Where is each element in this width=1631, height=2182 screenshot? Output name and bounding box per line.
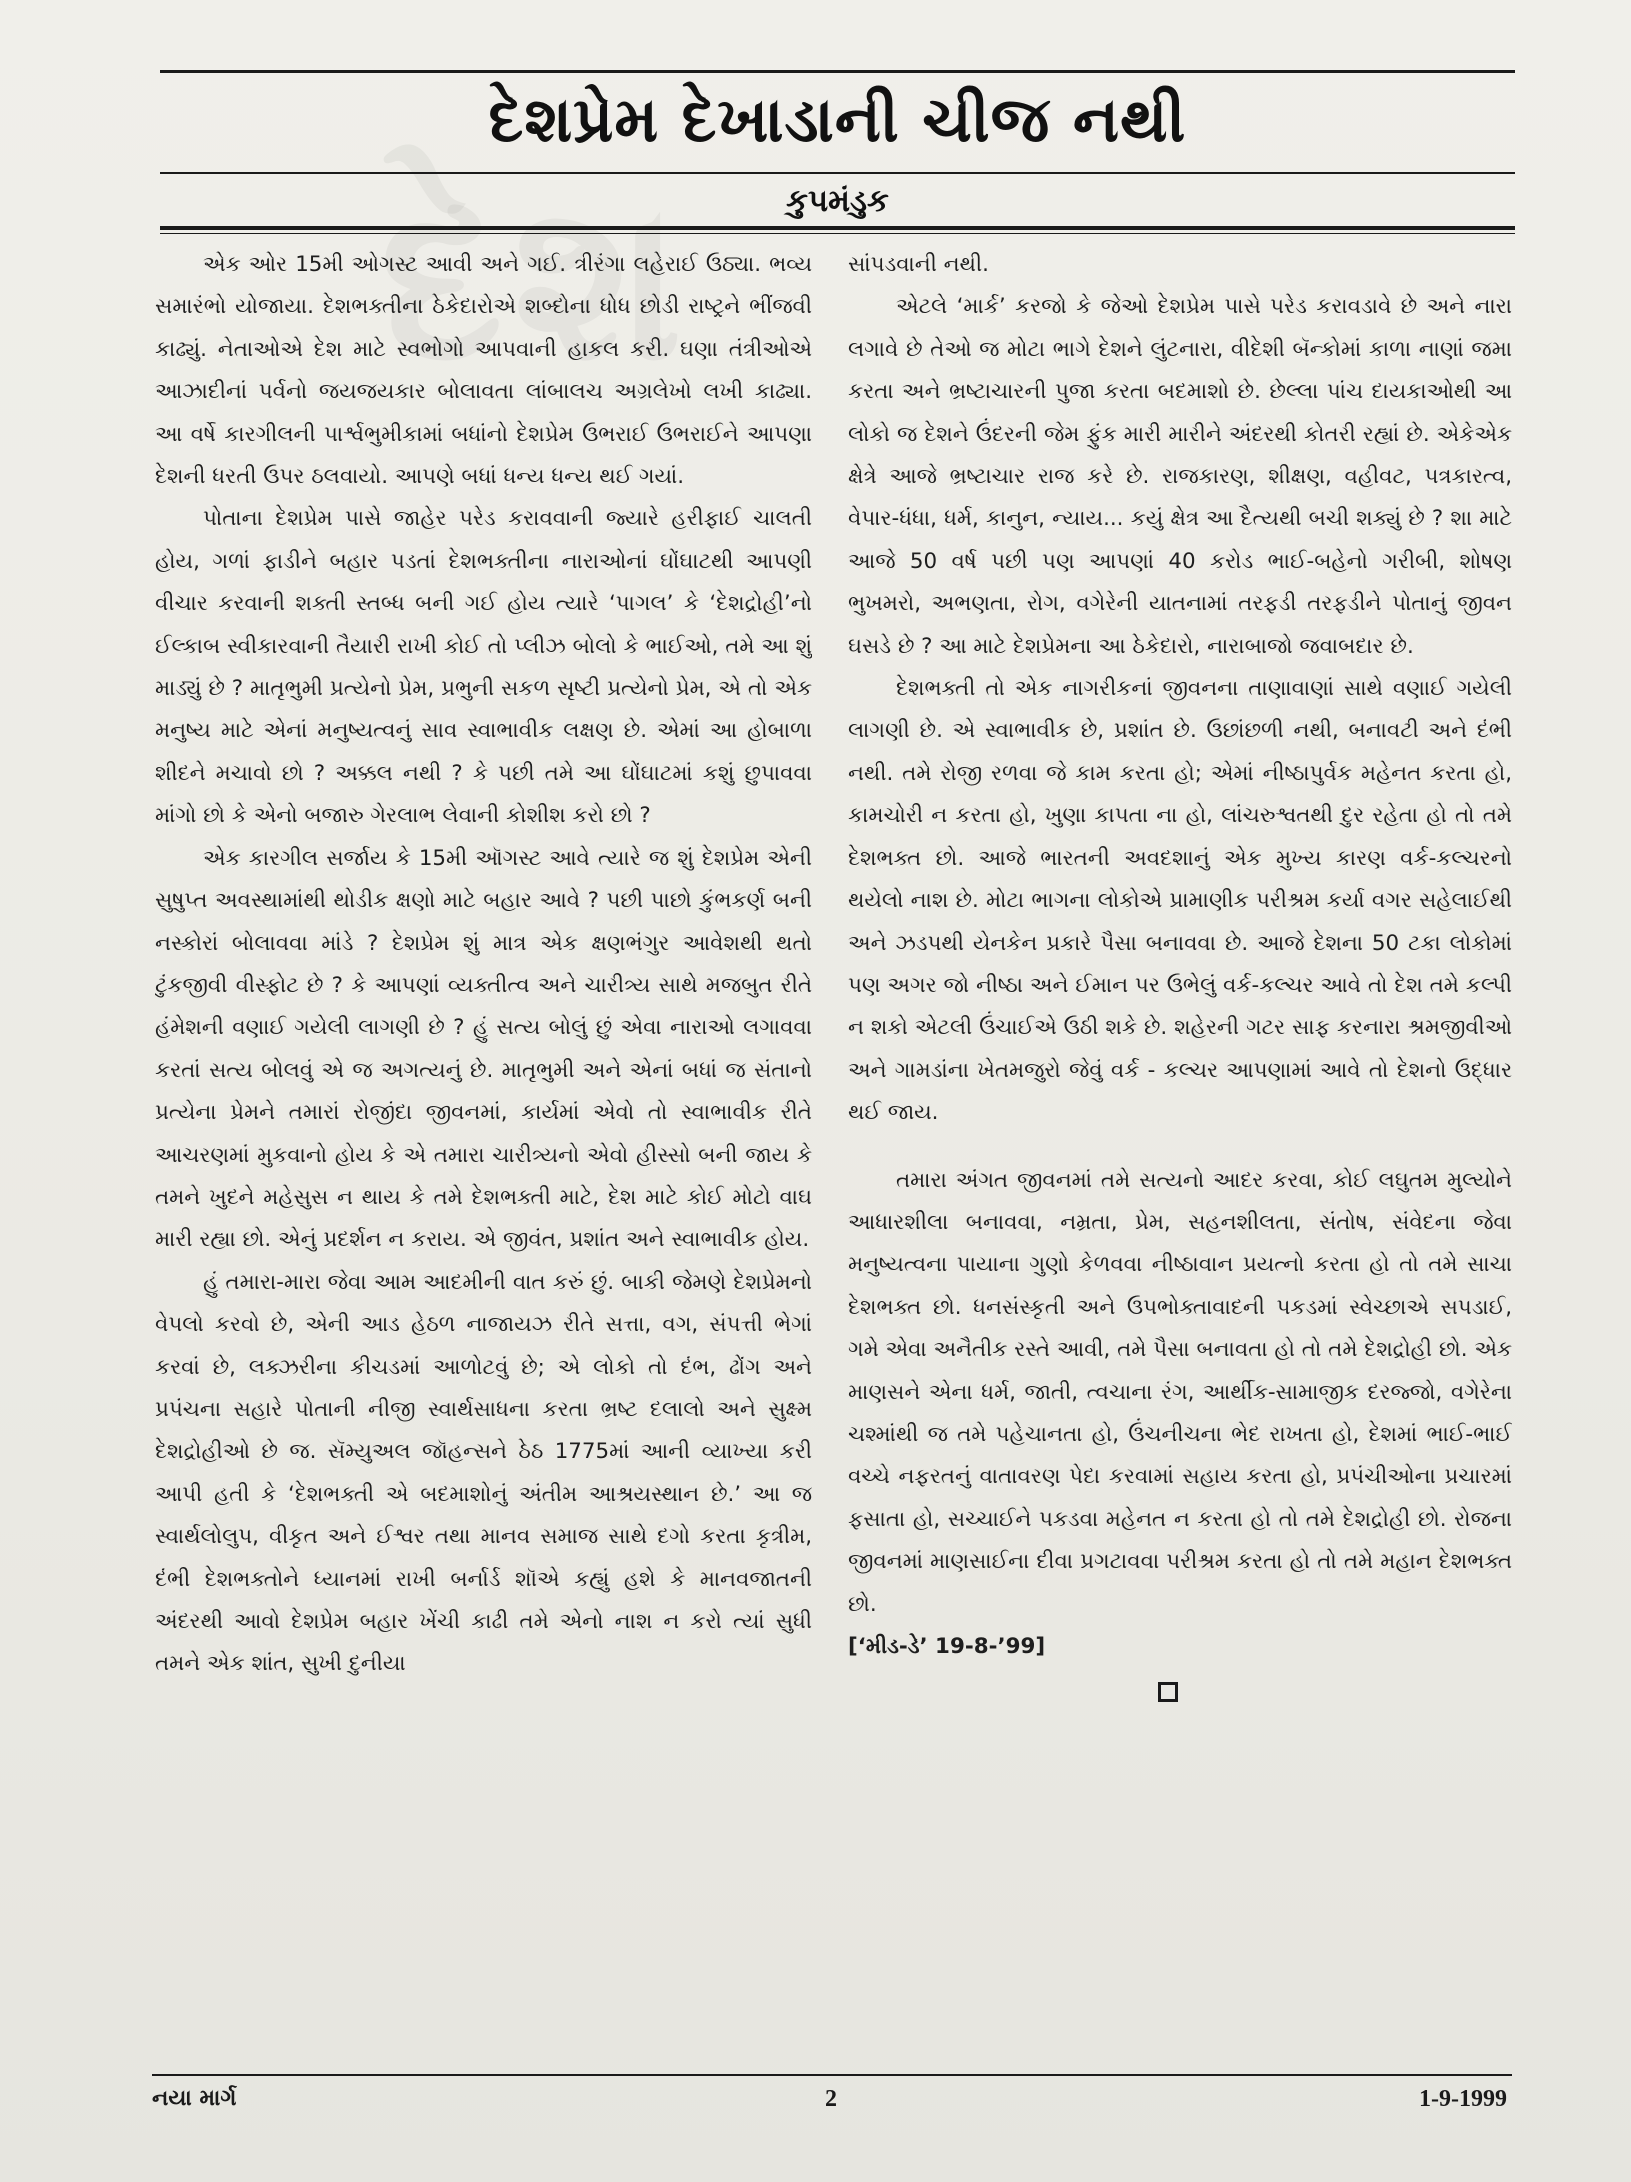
- byline-rule-thin: [160, 233, 1515, 234]
- title-rule: [160, 172, 1515, 174]
- paragraph: પોતાના દેશપ્રેમ પાસે જાહેર પરેડ કરાવવાની જ્યારે હરીફાઈ ચાલતી હોય, ગળાં ફાડીને બહાર પડતાં દેશભક્તીના નારાઓનાં ઘોંઘાટથી આપણી વીચાર કરવાની શક્તી સ્તબ્ધ બની ગઈ હોય ત્યારે ‘પાગલ’ કે ‘દેશદ્રોહી’નો ઈલ્કાબ સ્વીકારવાની તૈયારી રાખી કોઈ તો પ્લીઝ બોલો કે ભાઈઓ, તમે આ શું માડ્યું છે ? માતૃભુમી પ્રત્યેનો પ્રેમ, પ્રભુની સકળ સૃષ્ટી પ્રત્યેનો પ્રેમ, એ તો એક મનુષ્ય માટે એનાં મનુષ્યત્વનું સાવ સ્વાભાવીક લક્ષણ છે. એમાં આ હોબાળા શીદને મચાવો છો ? અક્કલ નથી ? કે પછી તમે આ ઘોંઘાટમાં કશું છુપાવવા માંગો છો કે એનો બજારુ ગેરલાભ લેવાની કોશીશ કરો છો ?: [155, 506, 812, 829]
- paragraph: દેશભક્તી તો એક નાગરીકનાં જીવનના તાણાવાણાં સાથે વણાઈ ગયેલી લાગણી છે. એ સ્વાભાવીક છે, પ્રશાંત છે. ઉછાંછળી નથી, બનાવટી અને દંભી નથી. તમે રોજી રળવા જે કામ કરતા હો; એમાં નીષ્ઠાપુર્વક મહેનત કરતા હો, કામચોરી ન કરતા હો, ખુણા કાપતા ના હો, લાંચરુશ્વતથી દુર રહેતા હો તો તમે દેશભક્ત છો. આજે ભારતની અવદશાનું એક મુખ્ય કારણ વર્ક-કલ્ચરનો થયેલો નાશ છે. મોટા ભાગના લોકોએ પ્રામાણીક પરીશ્રમ કર્યા વગર સહેલાઈથી અને ઝડપથી યેનકેન પ્રકારે પૈસા બનાવવા છે. આજે દેશના 50 ટકા લોકોમાં પણ અગર જો નીષ્ઠા અને ઈમાન પર ઉભેલું વર્ક-કલ્ચર આવે તો દેશ તમે કલ્પી ન શકો એટલી ઉંચાઈએ ઉઠી શકે છે. શહેરની ગટર સાફ કરનારા શ્રમજીવીઓ અને ગામડાંના ખેતમજુરો જેવું વર્ક - કલ્ચર આપણામાં આવે તો દેશનો ઉદ્ધાર થઈ જાય.: [848, 676, 1512, 1126]
- paragraph: એક ઓર 15મી ઓગસ્ટ આવી અને ગઈ. ત્રીરંગા લહેરાઈ ઉઠ્યા. ભવ્ય સમારંભો યોજાયા. દેશભક્તીના ઠેકેદારોએ શબ્દોના ધોધ છોડી રાષ્ટ્રને ભીંજવી કાઢ્યું. નેતાઓએ દેશ માટે સ્વભોગો આપવાની હાકલ કરી. ઘણા તંત્રીઓએ આઝાદીનાં પર્વનો જયજયકાર બોલાવતા લાંબાલચ અગ્રલેખો લખી કાઢ્યા. આ વર્ષે કારગીલની પાર્શ્વભુમીકામાં બધાંનો દેશપ્રેમ ઉભરાઈ ઉભરાઈને આપણા દેશની ધરતી ઉપર ઠલવાયો. આપણે બધાં ધન્ય ધન્ય થઈ ગયાં.: [155, 252, 812, 490]
- article-column-left: [155, 244, 812, 2024]
- paragraph: એક કારગીલ સર્જાય કે 15મી ઑગસ્ટ આવે ત્યારે જ શું દેશપ્રેમ એની સુષુપ્ત અવસ્થામાંથી થોડીક ક્ષણો માટે બહાર આવે ? પછી પાછો કુંભકર્ણ બની નસ્કોરાં બોલાવવા માંડે ? દેશપ્રેમ શું માત્ર એક ક્ષણભંગુર આવેશથી થતો ટુંકજીવી વીસ્ફોટ છે ? કે આપણાં વ્યક્તીત્વ અને ચારીત્ર્ય સાથે મજબુત રીતે હંમેશની વણાઈ ગયેલી લાગણી છે ? હું સત્ય બોલું છું એવા નારાઓ લગાવવા કરતાં સત્ય બોલવું એ જ અગત્યનું છે. માતૃભુમી અને એનાં બધાં જ સંતાનો પ્રત્યેના પ્રેમને તમારાં રોજીંદા જીવનમાં, કાર્યમાં એવો તો સ્વાભાવીક રીતે આચરણમાં મુકવાનો હોય કે એ તમારા ચારીત્ર્યનો એવો હીસ્સો બની જાય કે તમને ખુદને મહેસુસ ન થાય કે તમે દેશભક્તી માટે, દેશ માટે કોઈ મોટો વાઘ મારી રહ્યા છો. એનું પ્રદર્શન ન કરાય. એ જીવંત, પ્રશાંત અને સ્વાભાવીક હોય.: [155, 845, 812, 1253]
- article-column-right: [848, 244, 1512, 2024]
- author-byline: કુપમંડુક: [786, 183, 889, 219]
- byline-rule-thick: [160, 226, 1515, 230]
- paragraph: એટલે ‘માર્ક’ કરજો કે જેઓ દેશપ્રેમ પાસે પરેડ કરાવડાવે છે અને નારા લગાવે છે તેઓ જ મોટા ભાગે દેશને લુંટનારા, વીદેશી બૅન્કોમાં કાળા નાણાં જમા કરતા અને ભ્રષ્ટાચારની પુજા કરતા બદમાશો છે. છેલ્લા પાંચ દાયકાઓથી આ લોકો જ દેશને ઉંદરની જેમ ફુંક મારી મારીને અંદરથી કોતરી રહ્યાં છે. એકેએક ક્ષેત્રે આજે ભ્રષ્ટાચાર રાજ કરે છે. રાજકારણ, શીક્ષણ, વહીવટ, પત્રકારત્વ, વેપાર-ધંધા, ધર્મ, કાનુન, ન્યાય... કયું ક્ષેત્ર આ દૈત્યથી બચી શક્યું છે ? શા માટે આજે 50 વર્ષ પછી પણ આપણાં 40 કરોડ ભાઈ-બહેનો ગરીબી, શોષણ ભુખમરો, અભણતા, રોગ, વગેરેની યાતનામાં તરફડી તરફડીને પોતાનું જીવન ઘસડે છે ? આ માટે દેશપ્રેમના આ ઠેકેદારો, નારાબાજો જવાબદાર છે.: [848, 294, 1512, 659]
- paragraph: તમારા અંગત જીવનમાં તમે સત્યનો આદર કરવા, કોઈ લઘુતમ મુલ્યોને આધારશીલા બનાવવા, નમ્રતા, પ્રેમ, સહનશીલતા, સંતોષ, સંવેદના જેવા મનુષ્યત્વના પાયાના ગુણો કેળવવા નીષ્ઠાવાન પ્રયત્નો કરતા હો તો તમે સાચા દેશભક્ત છો. ધનસંસ્કૃતી અને ઉપભોક્તાવાદની પકડમાં સ્વેચ્છાએ સપડાઈ, ગમે એવા અનૈતીક રસ્તે આવી, તમે પૈસા બનાવતા હો તો તમે દેશદ્રોહી છો. એક માણસને એના ધર્મ, જાતી, ત્વચાના રંગ, આર્થીક-સામાજીક દરજ્જો, વગેરેના ચશ્માંથી જ તમે પહેચાનતા હો, ઉંચનીચના ભેદ રાખતા હો, દેશમાં ભાઈ-ભાઈ વચ્ચે નફરતનું વાતાવરણ પેદા કરવામાં સહાય કરતા હો, પ્રપંચીઓના પ્રચારમાં ફસાતા હો, સચ્ચાઈને પકડવા મહેનત ન કરતા હો તો તમે દેશદ્રોહી છો. રોજના જીવનમાં માણસાઈના દીવા પ્રગટાવવા પરીશ્રમ કરતા હો તો તમે મહાન દેશભક્ત છો.: [848, 1167, 1512, 1617]
- page-number: 2: [825, 2086, 837, 2112]
- paragraph: હું તમારા-મારા જેવા આમ આદમીની વાત કરું છું. બાકી જેમણે દેશપ્રેમનો વેપલો કરવો છે, એની આડ હેઠળ નાજાયઝ રીતે સત્તા, વગ, સંપત્તી ભેગાં કરવાં છે, લક્ઝરીના કીચડમાં આળોટવું છે; એ લોકો તો દંભ, ઢોંગ અને પ્રપંચના સહારે પોતાની નીજી સ્વાર્થસાધના કરતા ભ્રષ્ટ દલાલો અને સુક્ષ્મ દેશદ્રોહીઓ છે જ. સૅમ્યુઅલ જૉહન્સને ઠેઠ 1775માં આની વ્યાખ્યા કરી આપી હતી કે ‘દેશભક્તી એ બદમાશોનું અંતીમ આશ્રયસ્થાન છે.’ આ જ સ્વાર્થલોલુપ, વીકૃત અને ઈશ્વર તથા માનવ સમાજ સાથે દગો કરતા કૃત્રીમ, દંભી દેશભક્તોને ધ્યાનમાં રાખી બર્નાર્ડ શૉએ કહ્યું હશે કે માનવજાતની અંદરથી આવો દેશપ્રેમ બહાર ખેંચી કાઢી તમે એનો નાશ ન કરો ત્યાં સુધી તમને એક શાંત, સુખી દુનીયા: [155, 1269, 812, 1677]
- end-of-article-box-icon: [1158, 1682, 1178, 1702]
- issue-date: 1-9-1999: [1419, 2086, 1507, 2112]
- article-title: દેશપ્રેમ દેખાડાની ચીજ નથી: [488, 83, 1187, 156]
- paragraph: સાંપડવાની નથી.: [848, 252, 989, 277]
- source-citation: [‘મીડ-ડે’ 19-8-’99]: [848, 1634, 1046, 1659]
- publication-name: નયા માર્ગ: [152, 2086, 237, 2111]
- footer-rule: [152, 2074, 1512, 2076]
